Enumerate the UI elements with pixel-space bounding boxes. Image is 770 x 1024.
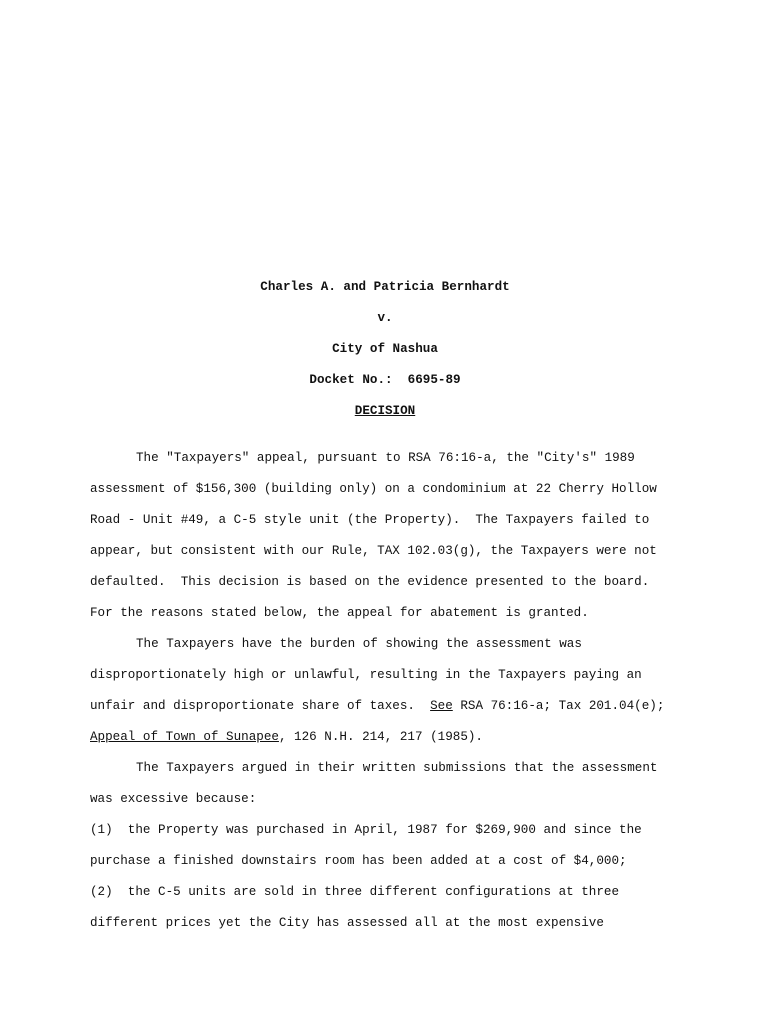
paragraph-1-line-3: Road - Unit #49, a C-5 style unit (the Property). The Taxpayers failed to: [90, 513, 650, 527]
paragraph-2-line-4: [90, 730, 483, 744]
paragraph-2-line-1: The Taxpayers have the burden of showing the assessment was: [136, 637, 582, 651]
paragraph-2-line-3-end: RSA 76:16-a; Tax 201.04(e);: [452, 699, 665, 713]
caption-versus: v.: [377, 311, 393, 325]
caption-parties-2: City of Nashua: [332, 342, 438, 356]
citation-signal-see: See: [430, 699, 453, 713]
case-citation: Appeal of Town of Sunapee: [90, 730, 279, 744]
paragraph-2-line-3-start: unfair and disproportionate share of taxes.: [90, 699, 431, 713]
paragraph-2-line-3: [90, 699, 664, 713]
paragraph-2-line-2: disproportionately high or unlawful, resulting in the Taxpayers paying an: [90, 668, 642, 682]
list-item-1-line-2: purchase a finished downstairs room has been added at a cost of $4,000;: [90, 854, 627, 868]
docket-number: Docket No.: 6695-89: [309, 373, 461, 387]
paragraph-1-line-2: assessment of $156,300 (building only) on a condominium at 22 Cherry Hollow: [90, 482, 657, 496]
paragraph-1-line-4: appear, but consistent with our Rule, TAX 102.03(g), the Taxpayers were not: [90, 544, 657, 558]
paragraph-1-line-6: For the reasons stated below, the appeal for abatement is granted.: [90, 606, 589, 620]
decision-heading-text: DECISION: [354, 404, 416, 418]
paragraph-1-line-1: The "Taxpayers" appeal, pursuant to RSA 76:16-a, the "City's" 1989: [136, 451, 635, 465]
paragraph-3-line-1: The Taxpayers argued in their written submissions that the assessment: [136, 761, 658, 775]
paragraph-1-line-5: defaulted. This decision is based on the evidence presented to the board.: [90, 575, 650, 589]
list-item-1-line-1: (1) the Property was purchased in April, 1987 for $269,900 and since the: [90, 823, 642, 837]
case-citation-reporter: , 126 N.H. 214, 217 (1985).: [278, 730, 483, 744]
list-item-2-line-2: different prices yet the City has assessed all at the most expensive: [90, 916, 604, 930]
caption-parties-1: Charles A. and Patricia Bernhardt: [260, 280, 510, 294]
paragraph-3-line-2: was excessive because:: [90, 792, 257, 806]
decision-heading: [0, 404, 770, 418]
list-item-2-line-1: (2) the C-5 units are sold in three different configurations at three: [90, 885, 620, 899]
